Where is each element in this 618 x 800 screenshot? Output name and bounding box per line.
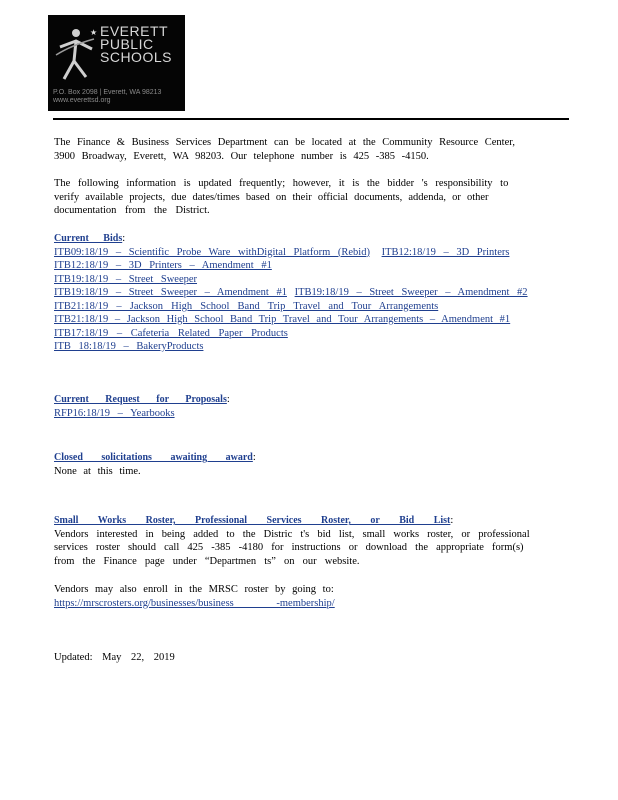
logo-address [53, 89, 161, 105]
info-line: documentation from the District. [54, 205, 210, 216]
closed-solicitations-heading: Closed solicitations awaiting award [54, 452, 253, 463]
intro-line: The Finance & Business Services Department can be located at the Community Resource Center, [54, 137, 515, 148]
info-line: verify available projects, due dates/times based on their official documents, addenda, or other [54, 191, 489, 203]
bid-link-itb21-amend1[interactable]: ITB21:18/19 – Jackson High School Band Trip Travel and Tour Arrangements – Amendment #1 [54, 314, 511, 325]
current-bids-heading: Current Bids [54, 233, 123, 244]
bid-link-itb17[interactable]: ITB17:18/19 – Cafeteria Related Paper Products [54, 327, 288, 339]
bid-link-itb12[interactable]: ITB12:18/19 – 3D Printers [381, 246, 510, 258]
bid-link-itb18[interactable]: ITB 18:18/19 – BakeryProducts [54, 341, 204, 352]
mrsc-section [54, 583, 569, 610]
logo-line-2: PUBLIC [100, 36, 154, 52]
figure-icon [54, 25, 98, 85]
roster-line: Vendors interested in being added to the Distric t's bid list, small works roster, or professional [54, 528, 530, 540]
rfp-link-yearbooks[interactable]: RFP16:18/19 – Yearbooks [54, 407, 175, 419]
heading-colon: : [122, 233, 126, 244]
logo-address-line: P.O. Box 2098 | Everett, WA 98213 [53, 89, 162, 96]
bid-link-itb19-amend2[interactable]: ITB19:18/19 – Street Sweeper – Amendment #2 [294, 287, 528, 298]
district-logo [48, 15, 185, 111]
heading-colon: : [226, 394, 230, 405]
mrsc-roster-link[interactable]: https://mrscrosters.org/businesses/business -membership/ [54, 597, 335, 609]
logo-website-line: www.everettsd.org [53, 97, 111, 104]
header-rule [53, 118, 569, 120]
roster-line: services roster should call 425 -385 -4180 for instructions or download the appropriate form(s) [54, 542, 524, 553]
rfp-section [54, 393, 569, 420]
info-line: The following information is updated frequently; however, it is the bidder 's responsibility to [54, 178, 509, 189]
closed-solicitations-section [54, 451, 569, 478]
intro-line: 3900 Broadway, Everett, WA 98203. Our telephone number is 425 -385 -4150. [54, 150, 429, 162]
bid-link-itb19-amend1[interactable]: ITB19:18/19 – Street Sweeper – Amendment #1 [54, 287, 287, 298]
closed-solicitations-text: None at this time. [54, 465, 141, 477]
heading-colon: : [252, 452, 256, 463]
heading-colon: : [450, 515, 454, 526]
intro-paragraph [54, 136, 569, 163]
bid-link-itb12-amend1[interactable]: ITB12:18/19 – 3D Printers – Amendment #1 [54, 260, 272, 271]
updated-date: Updated: May 22, 2019 [54, 652, 175, 663]
rfp-heading: Current Request for Proposals [54, 394, 227, 405]
mrsc-text: Vendors may also enroll in the MRSC roster by going to: [54, 584, 334, 595]
roster-line: from the Finance page under “Departmen ts” on our website. [54, 555, 360, 567]
bid-link-itb19[interactable]: ITB19:18/19 – Street Sweeper [54, 273, 198, 285]
logo-wordmark [100, 25, 172, 64]
roster-heading: Small Works Roster, Professional Services Roster, or Bid List [54, 515, 451, 526]
roster-section [54, 514, 569, 568]
info-paragraph [54, 177, 569, 218]
bid-link-itb09[interactable]: ITB09:18/19 – Scientific Probe Ware withDigital Platform (Rebid) [54, 246, 370, 258]
bid-link-itb21[interactable]: ITB21:18/19 – Jackson High School Band Trip Travel and Tour Arrangements [54, 300, 439, 312]
logo-line-1: EVERETT [100, 23, 169, 39]
current-bids-section [54, 232, 569, 354]
svg-text:★: ★ [90, 28, 98, 37]
logo-line-3: SCHOOLS [100, 49, 172, 65]
